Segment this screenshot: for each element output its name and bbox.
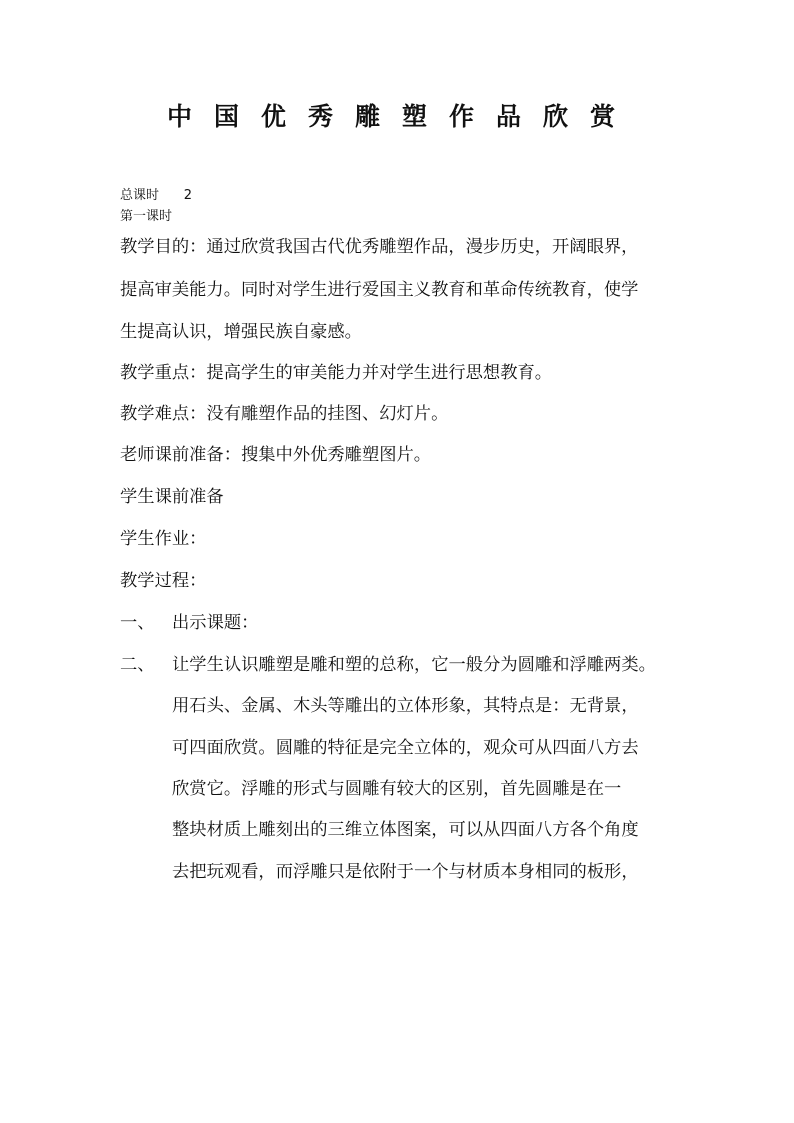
key-point: 教学重点：提高学生的审美能力并对学生进行思想教育。 bbox=[120, 363, 553, 383]
goal-line-1: 教学目的：通过欣赏我国古代优秀雕塑作品，漫步历史，开阔眼界， bbox=[120, 237, 639, 257]
list-item-2-line-6: 去把玩观看，而浮雕只是依附于一个与材质本身相同的板形， bbox=[172, 862, 639, 882]
list-item-2-line-1: 让学生认识雕塑是雕和塑的总称，它一般分为圆雕和浮雕两类。 bbox=[172, 655, 656, 675]
lesson-label: 第一课时 bbox=[120, 209, 173, 224]
student-homework: 学生作业： bbox=[120, 529, 207, 549]
list-number-2: 二、 bbox=[120, 655, 155, 675]
teaching-process: 教学过程： bbox=[120, 571, 207, 591]
list-item-2-line-4: 欣赏它。浮雕的形式与圆雕有较大的区别，首先圆雕是在一 bbox=[172, 779, 622, 799]
student-preparation: 学生课前准备 bbox=[120, 487, 224, 507]
goal-line-2: 提高审美能力。同时对学生进行爱国主义教育和革命传统教育，使学 bbox=[120, 280, 639, 300]
list-item-2-line-2: 用石头、金属、木头等雕出的立体形象，其特点是：无背景， bbox=[172, 696, 639, 716]
list-item-1-line-1: 出示课题： bbox=[172, 613, 259, 633]
goal-line-3: 生提高认识，增强民族自豪感。 bbox=[120, 322, 362, 342]
page-title: 中国优秀雕塑作品欣赏 bbox=[166, 102, 637, 131]
list-number-1: 一、 bbox=[120, 613, 155, 633]
list-item-2-line-5: 整块材质上雕刻出的三维立体图案，可以从四面八方各个角度 bbox=[172, 820, 639, 840]
list-item-2-line-3: 可四面欣赏。圆雕的特征是完全立体的，观众可从四面八方去 bbox=[172, 738, 639, 758]
difficult-point: 教学难点：没有雕塑作品的挂图、幻灯片。 bbox=[120, 404, 449, 424]
total-hours: 总课时 2 bbox=[120, 188, 193, 203]
teacher-preparation: 老师课前准备：搜集中外优秀雕塑图片。 bbox=[120, 445, 432, 465]
